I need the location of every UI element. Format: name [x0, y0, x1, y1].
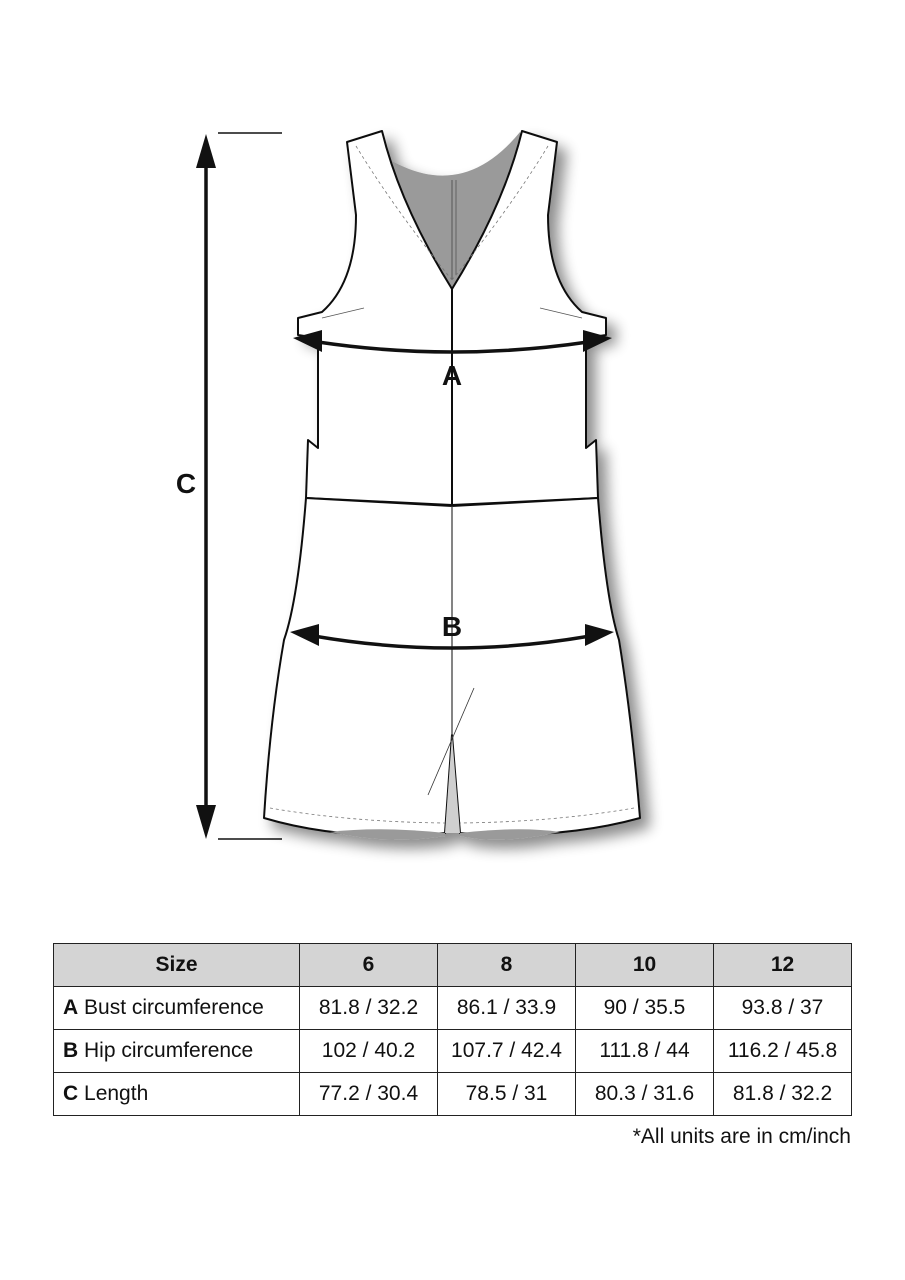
measurement-name: Hip circumference: [84, 1039, 254, 1062]
table-cell: 116.2 / 45.8: [714, 1030, 852, 1073]
header-size: Size: [54, 944, 300, 987]
table-row: [54, 1073, 852, 1116]
length-label: C: [175, 468, 197, 499]
measurement-name: Bust circumference: [84, 996, 264, 1019]
measurement-letter: C: [63, 1082, 79, 1105]
length-dimension: [176, 133, 282, 839]
table-cell: 81.8 / 32.2: [300, 987, 438, 1030]
table-cell: 78.5 / 31: [438, 1073, 576, 1116]
size-chart-table: [53, 943, 852, 1116]
measurement-name: Length: [84, 1082, 149, 1105]
table-header-row: [54, 944, 852, 987]
table-cell: 93.8 / 37: [714, 987, 852, 1030]
header-size-12: 12: [714, 944, 852, 987]
table-row: [54, 987, 852, 1030]
hip-label: B: [441, 611, 463, 642]
header-size-10: 10: [576, 944, 714, 987]
row-label: [54, 1073, 300, 1116]
units-footnote: *All units are in cm/inch: [632, 1125, 851, 1148]
table-cell: 90 / 35.5: [576, 987, 714, 1030]
bust-label: A: [441, 360, 463, 391]
table-cell: 77.2 / 30.4: [300, 1073, 438, 1116]
table-cell: 102 / 40.2: [300, 1030, 438, 1073]
row-label: [54, 987, 300, 1030]
table-cell: 86.1 / 33.9: [438, 987, 576, 1030]
header-size-6: 6: [300, 944, 438, 987]
header-size-8: 8: [438, 944, 576, 987]
measurement-letter: B: [63, 1039, 79, 1062]
row-label: [54, 1030, 300, 1073]
table-cell: 80.3 / 31.6: [576, 1073, 714, 1116]
table-cell: 81.8 / 32.2: [714, 1073, 852, 1116]
measurement-letter: A: [63, 996, 79, 1019]
table-row: [54, 1030, 852, 1073]
table-cell: 107.7 / 42.4: [438, 1030, 576, 1073]
romper-drawing: [264, 131, 640, 840]
table-cell: 111.8 / 44: [576, 1030, 714, 1073]
